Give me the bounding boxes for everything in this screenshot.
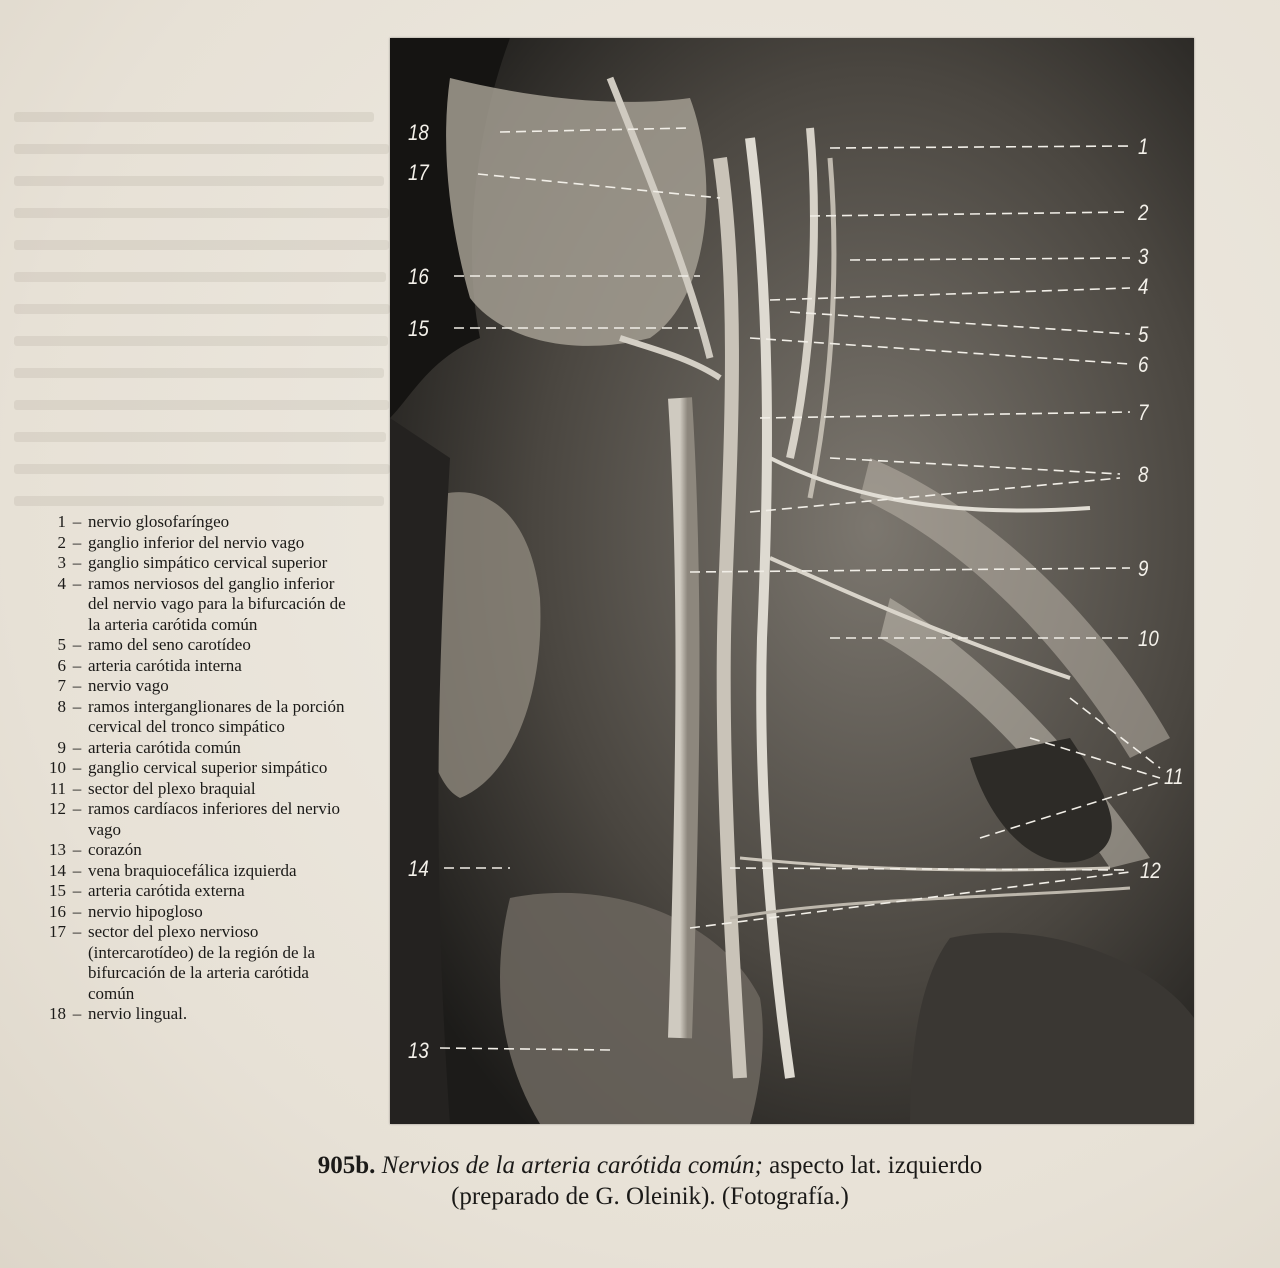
callout-4: 4 [1138,274,1149,299]
legend-item-dash: – [72,778,82,798]
callout-3: 3 [1138,244,1149,269]
legend-item [22,799,352,840]
legend-item-number: 2 [57,532,66,552]
legend-item-text: sector del plexo braquial [88,778,256,798]
legend-item-number: 14 [49,860,66,880]
callout-17: 17 [408,160,429,185]
legend-item-number: 7 [57,676,66,695]
legend-item-text: corazón [88,840,142,859]
legend-item [22,861,352,882]
legend-item-dash: – [72,655,82,675]
callout-10: 10 [1138,626,1159,651]
legend-item-dash: – [72,922,82,941]
caption-title: Nervios de la arteria carótida común; [381,1152,763,1179]
legend-item-dash: – [72,1004,82,1023]
legend-item [22,512,352,533]
legend-item [22,635,352,656]
legend-item [22,922,352,1004]
legend-item-text: arteria carótida interna [88,655,242,675]
callout-7: 7 [1138,400,1149,425]
legend-item-dash: – [72,532,82,552]
caption-line-2: (preparado de G. Oleinik). (Fotografía.) [451,1183,849,1210]
legend-item [22,738,352,759]
legend-item-text: ganglio cervical superior simpático [88,758,328,777]
legend-item-text: ramos nerviosos del ganglio inferior del nervio vago para la bifurcación de la arteria carótida común [88,573,346,634]
callout-2: 2 [1138,200,1149,225]
legend-item-dash: – [72,840,82,859]
legend-item-text: sector del plexo nervioso (intercarotídeo) de la región de la bifurcación de la arteria carótida común [88,922,316,1003]
legend-item-dash: – [72,512,82,531]
legend-item-dash: – [72,696,82,716]
legend-item-text: ramos interganglionares de la porción cervical del tronco simpático [88,696,345,736]
legend-item-text: vena braquiocefálica izquierda [88,860,297,880]
legend-item-dash: – [72,573,82,593]
legend-item-text: nervio vago [88,676,169,695]
legend-item-number: 15 [49,881,66,900]
legend-item-dash: – [72,901,82,921]
legend-item [22,656,352,677]
callout-15: 15 [408,316,429,341]
legend-item [22,902,352,923]
callout-5: 5 [1138,322,1149,347]
legend-item [22,779,352,800]
caption-rest: aspecto lat. izquierdo [769,1152,983,1179]
legend-item-number: 1 [57,512,66,531]
callout-12: 12 [1140,858,1161,883]
callout-16: 16 [408,264,429,289]
callout-14: 14 [408,856,429,881]
callout-11: 11 [1164,764,1184,789]
legend-item-number: 11 [49,778,66,798]
legend-item [22,697,352,738]
legend-item [22,881,352,902]
callout-18: 18 [408,120,429,145]
caption-number: 905b. [317,1152,376,1179]
photo-shapes [390,38,1194,1124]
legend-item-text: ramos cardíacos inferiores del nervio vago [88,799,341,839]
legend-item-text: nervio hipogloso [88,901,203,921]
legend-item [22,676,352,697]
legend-item-dash: – [72,799,82,818]
legend-item-number: 12 [49,799,66,818]
legend-item-text: nervio lingual. [88,1004,188,1023]
legend-item-dash: – [72,758,82,777]
legend-item-number: 13 [49,840,66,859]
legend-item-number: 6 [57,655,66,675]
caption-line-1 [150,1150,1150,1181]
legend-item-number: 17 [49,922,66,941]
legend-item-text: ganglio inferior del nervio vago [88,532,305,552]
figure-legend [22,512,352,1025]
legend-item [22,574,352,636]
legend-item-number: 5 [57,635,66,654]
legend-item-number: 16 [49,901,66,921]
legend-item-number: 4 [57,573,66,593]
legend-item-number: 10 [49,758,66,777]
legend-item [22,533,352,554]
callout-6: 6 [1138,352,1149,377]
legend-item [22,1004,352,1025]
legend-item-number: 8 [57,696,66,716]
callout-9: 9 [1138,556,1149,581]
figure-caption [150,1150,1150,1212]
callout-13: 13 [408,1038,429,1063]
legend-item-number: 18 [49,1004,66,1023]
legend-item-dash: – [72,676,82,695]
legend-item-number: 9 [57,737,66,757]
legend-item-text: ramo del seno carotídeo [88,635,251,654]
legend-item [22,758,352,779]
legend-item [22,553,352,574]
legend-item-number: 3 [57,553,66,572]
legend-item-text: arteria carótida común [88,737,241,757]
legend-item-text: ganglio simpático cervical superior [88,553,328,572]
legend-item-dash: – [72,635,82,654]
legend-item [22,840,352,861]
legend-item-dash: – [72,881,82,900]
callout-8: 8 [1138,462,1149,487]
legend-item-text: arteria carótida externa [88,881,245,900]
legend-item-dash: – [72,860,82,880]
dissection-photograph [390,38,1194,1124]
legend-item-text: nervio glosofaríngeo [88,512,230,531]
legend-item-dash: – [72,737,82,757]
legend-item-dash: – [72,553,82,572]
callout-1: 1 [1138,134,1149,159]
